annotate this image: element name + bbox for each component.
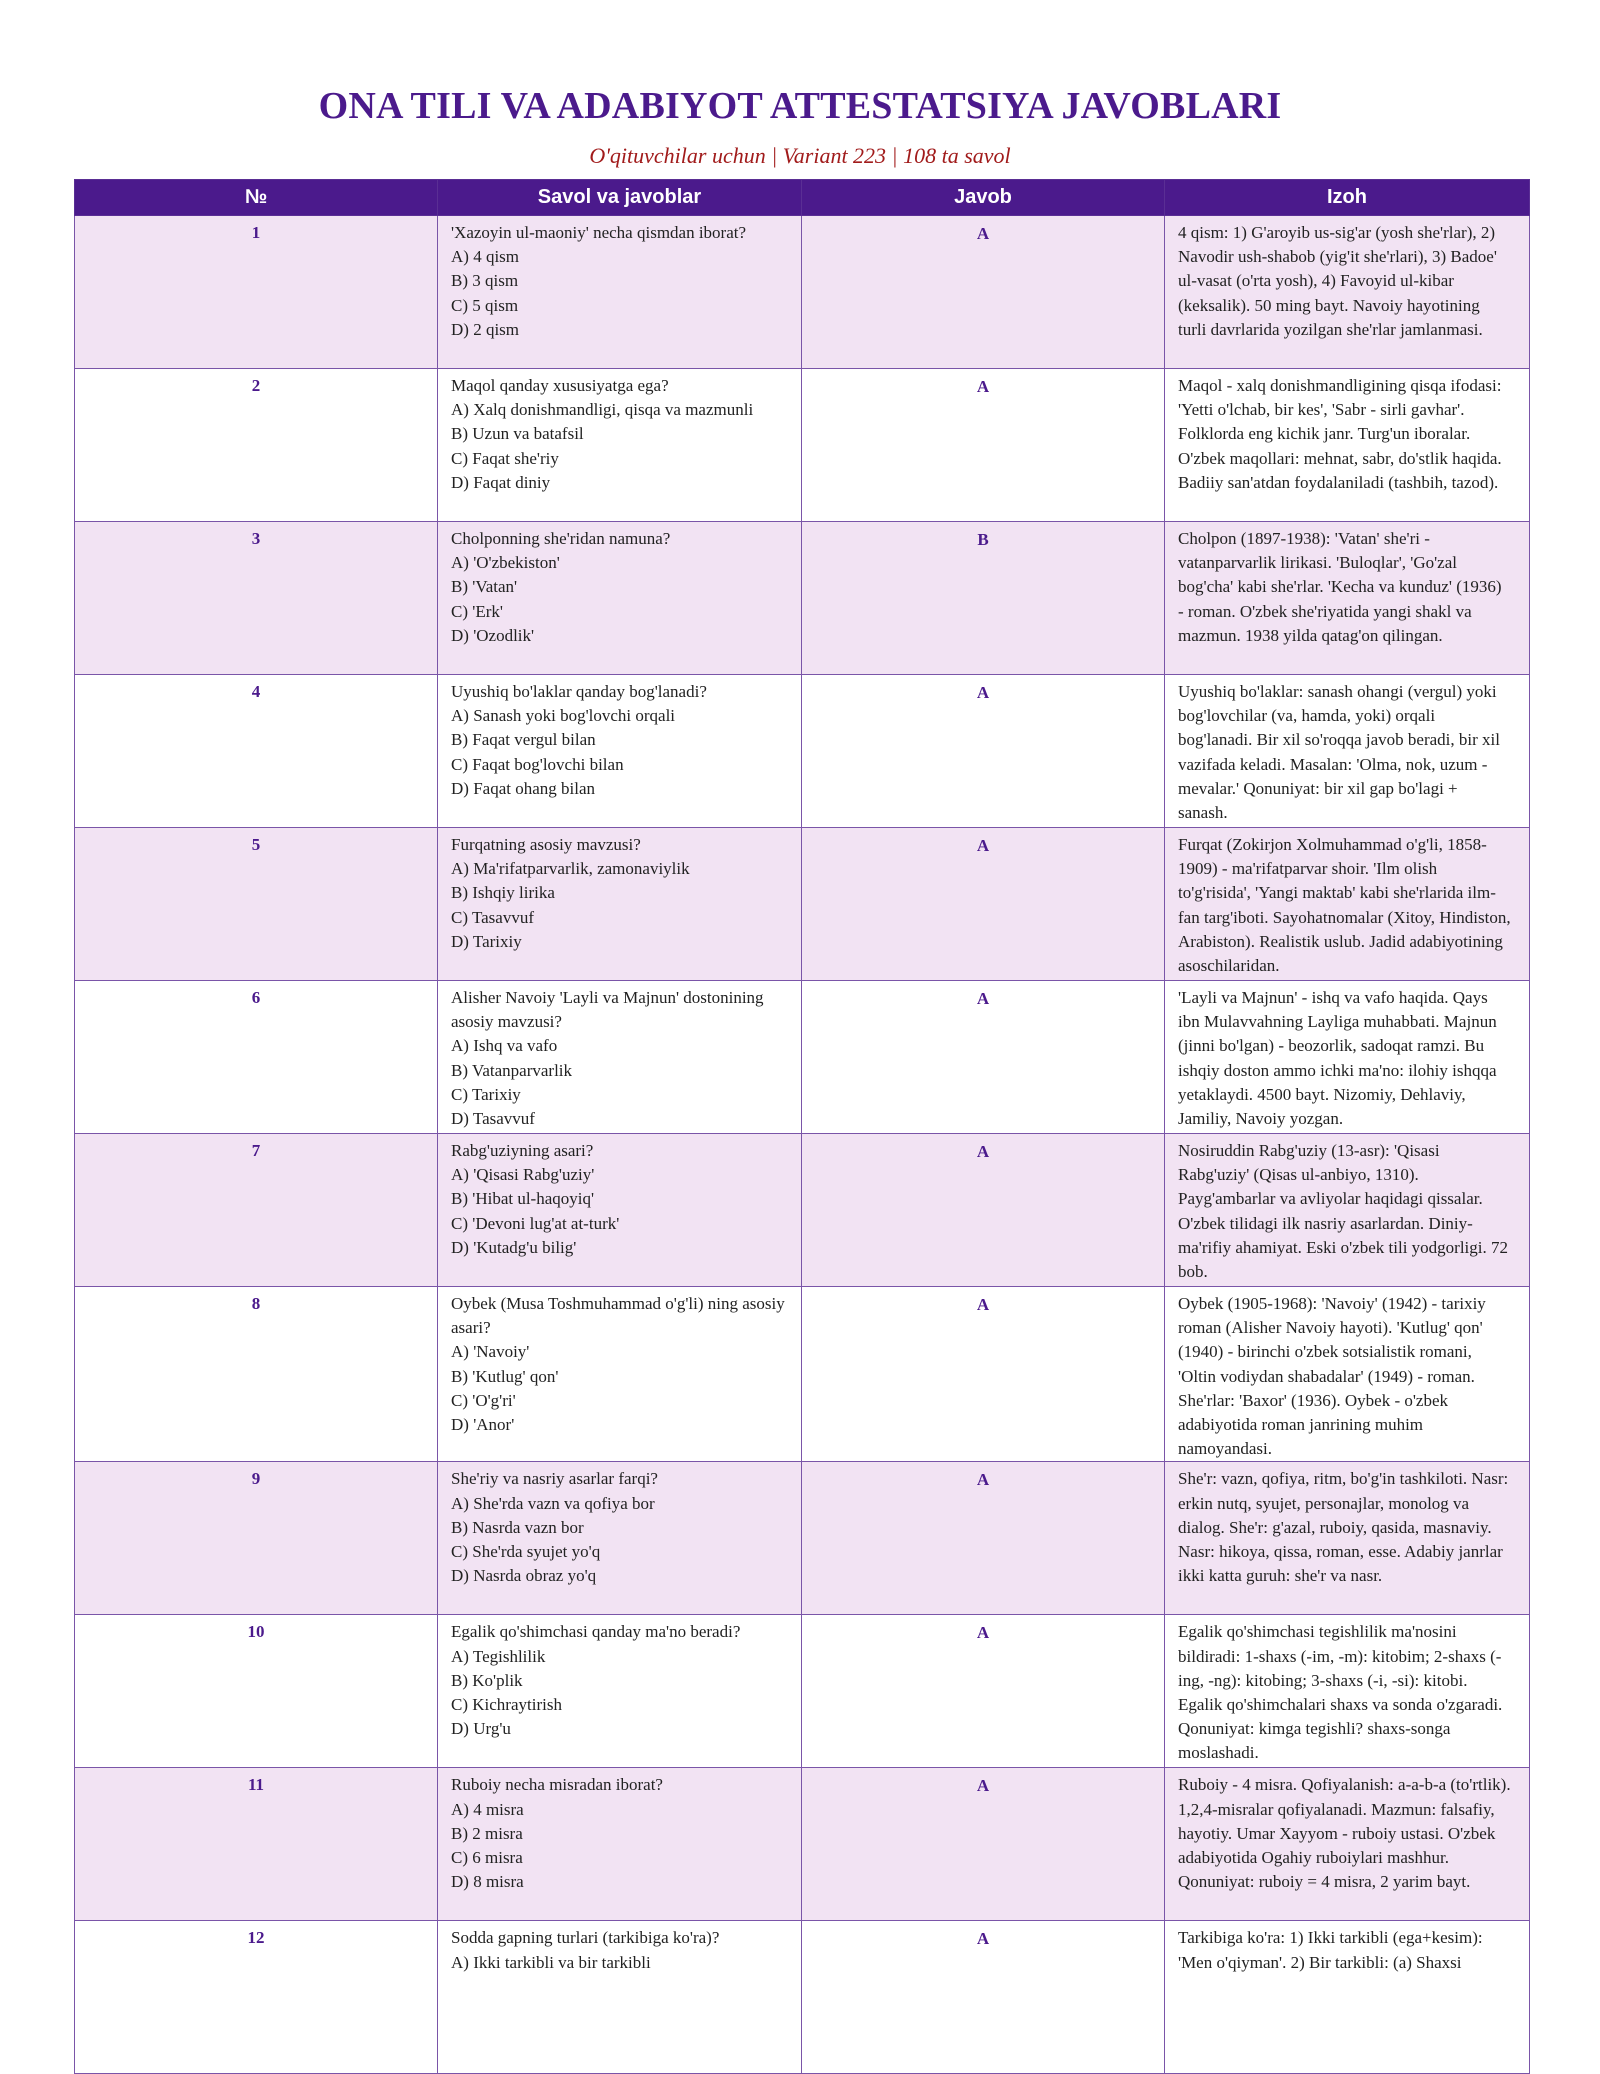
page-title: ONA TILI VA ADABIYOT ATTESTATSIYA JAVOBLARI [318, 85, 1282, 127]
explanation-cell: Cholpon (1897-1938): 'Vatan' she'ri - vatanparvarlik lirikasi. 'Buloqlar', 'Go'zal bog'cha' kabi she'rlar. 'Kecha va kunduz' (1936) - roman. O'zbek she'riyatida yangi shakl va mazmun. 1938 yilda qatag'on qilingan. [1165, 522, 1530, 675]
question-cell [438, 1462, 802, 1615]
question-number: 7 [75, 1134, 438, 1287]
question-cell [438, 1921, 802, 2074]
answer-option: D) Faqat diniy [451, 472, 551, 492]
answer-option: B) 3 qism [451, 271, 519, 291]
answer-option: C) Kichraytirish [451, 1695, 562, 1715]
question-text: Alisher Navoiy 'Layli va Majnun' dostonining asosiy mavzusi? [451, 988, 764, 1032]
answer-option: D) 'Ozodlik' [451, 625, 535, 645]
answer-option: A) She'rda vazn va qofiya bor [451, 1493, 655, 1513]
answer-option: B) 'Vatan' [451, 577, 518, 597]
answer-option: A) 4 misra [451, 1799, 524, 1819]
question-text: 'Xazoyin ul-maoniy' necha qismdan iborat? [451, 223, 747, 242]
column-header-number: № [75, 180, 438, 216]
question-text: Uyushiq bo'laklar qanday bog'lanadi? [451, 682, 707, 701]
correct-answer: A [802, 828, 1165, 981]
question-cell [438, 1134, 802, 1287]
table-row [75, 981, 1530, 1134]
answer-table [74, 179, 1530, 2074]
question-number: 3 [75, 522, 438, 675]
correct-answer: A [802, 216, 1165, 369]
explanation-cell: 'Layli va Majnun' - ishq va vafo haqida. Qays ibn Mulavvahning Layliga muhabbati. Majnun (jinni bo'lgan) - beozorlik, sadoqat ramzi. Bu ishqiy doston ammo ichki ma'no: ilohiy ishqqa yetaklaydi. 4500 bayt. Nizomiy, Dehlaviy, Jamiliy, Navoiy yozgan. [1165, 981, 1530, 1134]
correct-answer: A [802, 1462, 1165, 1615]
answer-option: C) Tarixiy [451, 1084, 521, 1104]
answer-option: A) 4 qism [451, 247, 519, 267]
explanation-cell: Tarkibiga ko'ra: 1) Ikki tarkibli (ega+kesim): 'Men o'qiyman'. 2) Bir tarkibli: (a) Shaxsi [1165, 1921, 1530, 2074]
question-number: 8 [75, 1287, 438, 1462]
table-header-row [75, 180, 1530, 216]
question-cell [438, 216, 802, 369]
explanation-cell: She'r: vazn, qofiya, ritm, bo'g'in tashkiloti. Nasr: erkin nutq, syujet, personajlar, monolog va dialog. She'r: g'azal, ruboiy, qasida, masnaviy. Nasr: hikoya, qissa, roman, esse. Adabiy janrlar ikki katta guruh: she'r va nasr. [1165, 1462, 1530, 1615]
correct-answer: A [802, 1615, 1165, 1768]
answer-option: A) Ma'rifatparvarlik, zamonaviylik [451, 859, 690, 879]
question-cell [438, 828, 802, 981]
answer-option: D) Nasrda obraz yo'q [451, 1566, 597, 1586]
table-row [75, 1615, 1530, 1768]
table-row [75, 369, 1530, 522]
question-number: 10 [75, 1615, 438, 1768]
question-number: 12 [75, 1921, 438, 2074]
table-row [75, 1287, 1530, 1462]
answer-option: A) Xalq donishmandligi, qisqa va mazmunli [451, 400, 754, 420]
answer-option: C) 'Devoni lug'at at-turk' [451, 1213, 620, 1233]
table-row [75, 1768, 1530, 1921]
answer-option: B) Uzun va batafsil [451, 424, 584, 444]
question-cell [438, 981, 802, 1134]
question-number: 9 [75, 1462, 438, 1615]
table-row [75, 828, 1530, 981]
answer-option: A) Sanash yoki bog'lovchi orqali [451, 706, 676, 726]
question-number: 11 [75, 1768, 438, 1921]
question-text: Egalik qo'shimchasi qanday ma'no beradi? [451, 1622, 741, 1642]
question-text: Ruboiy necha misradan iborat? [451, 1775, 663, 1795]
table-row [75, 216, 1530, 369]
table-body [75, 216, 1530, 2074]
question-number: 1 [75, 216, 438, 369]
question-cell [438, 675, 802, 828]
question-cell [438, 1768, 802, 1921]
answer-option: D) Tasavvuf [451, 1109, 535, 1129]
question-number: 2 [75, 369, 438, 522]
question-number: 5 [75, 828, 438, 981]
answer-option: D) Tarixiy [451, 931, 522, 951]
explanation-cell: 4 qism: 1) G'aroyib us-sig'ar (yosh she'rlar), 2) Navodir ush-shabob (yig'it she'rlari), 3) Badoe' ul-vasat (o'rta yosh), 4) Favoyid ul-kibar (keksalik). 50 ming bayt. Navoiy hayotining turli davrlarida yozilgan she'rlar jamlanmasi. [1165, 216, 1530, 369]
table-row [75, 1921, 1530, 2074]
question-cell [438, 522, 802, 675]
table-row [75, 675, 1530, 828]
question-text: Maqol qanday xususiyatga ega? [451, 376, 669, 395]
question-cell [438, 1287, 802, 1462]
answer-option: B) Faqat vergul bilan [451, 730, 596, 750]
answer-option: B) 'Kutlug' qon' [451, 1366, 559, 1386]
explanation-cell: Furqat (Zokirjon Xolmuhammad o'g'li, 1858-1909) - ma'rifatparvar shoir. 'Ilm olish to'g'risida', 'Yangi maktab' kabi she'rlarida ilm-fan targ'iboti. Sayohatnomalar (Xitoy, Hindiston, Arabiston). Realistik uslub. Jadid adabiyotining asoschilaridan. [1165, 828, 1530, 981]
question-cell [438, 1615, 802, 1768]
column-header-answer: Javob [802, 180, 1165, 216]
answer-option: D) Faqat ohang bilan [451, 778, 595, 798]
answer-option: B) Nasrda vazn bor [451, 1517, 584, 1537]
table-header [75, 180, 1530, 216]
question-number: 4 [75, 675, 438, 828]
answer-option: C) 'Erk' [451, 601, 503, 621]
answer-option: B) Vatanparvarlik [451, 1060, 573, 1080]
correct-answer: A [802, 1921, 1165, 2074]
answer-option: C) 6 misra [451, 1848, 523, 1868]
question-text: Furqatning asosiy mavzusi? [451, 835, 641, 854]
answer-option: C) 5 qism [451, 295, 519, 315]
correct-answer: A [802, 675, 1165, 828]
answer-option: C) 'O'g'ri' [451, 1390, 516, 1410]
explanation-cell: Uyushiq bo'laklar: sanash ohangi (vergul) yoki bog'lovchilar (va, hamda, yoki) orqali bog'lanadi. Bir xil so'roqqa javob beradi, bir xil vazifada keladi. Masalan: 'Olma, nok, uzum - mevalar.' Qonuniyat: bir xil gap bo'lagi + sanash. [1165, 675, 1530, 828]
table-row [75, 522, 1530, 675]
answer-option: D) 2 qism [451, 319, 519, 339]
answer-option: A) 'Qisasi Rabg'uziy' [451, 1165, 595, 1185]
explanation-cell: Egalik qo'shimchasi tegishlilik ma'nosini bildiradi: 1-shaxs (-im, -m): kitobim; 2-shaxs (-ing, -ng): kitobing; 3-shaxs (-i, -si): kitobi. Egalik qo'shimchalari shaxs va sonda o'zgaradi. Qonuniyat: kimga tegishli? shaxs-songa moslashadi. [1165, 1615, 1530, 1768]
answer-option: B) Ko'plik [451, 1670, 523, 1690]
answer-option: A) Ishq va vafo [451, 1036, 558, 1056]
correct-answer: A [802, 1287, 1165, 1462]
column-header-note: Izoh [1165, 180, 1530, 216]
answer-option: B) 2 misra [451, 1823, 523, 1843]
answer-option: D) Urg'u [451, 1719, 511, 1739]
answer-option: C) She'rda syujet yo'q [451, 1542, 601, 1562]
column-header-question: Savol va javoblar [438, 180, 802, 216]
correct-answer: A [802, 369, 1165, 522]
answer-option: C) Tasavvuf [451, 907, 535, 927]
answer-option: D) 'Kutadg'u bilig' [451, 1237, 577, 1257]
answer-option: B) Ishqiy lirika [451, 883, 555, 903]
question-number: 6 [75, 981, 438, 1134]
question-text: Sodda gapning turlari (tarkibiga ko'ra)? [451, 1928, 720, 1948]
answer-option: A) 'Navoiy' [451, 1342, 530, 1362]
correct-answer: A [802, 981, 1165, 1134]
answer-option: B) 'Hibat ul-haqoyiq' [451, 1189, 595, 1209]
answer-option: D) 'Anor' [451, 1415, 515, 1435]
correct-answer: B [802, 522, 1165, 675]
explanation-cell: Ruboiy - 4 misra. Qofiyalanish: a-a-b-a (to'rtlik). 1,2,4-misralar qofiyalanadi. Mazmun: falsafiy, hayotiy. Umar Xayyom - ruboiy ustasi. O'zbek adabiyotida Ogahiy ruboiylari mashhur. Qonuniyat: ruboiy = 4 misra, 2 yarim bayt. [1165, 1768, 1530, 1921]
answer-option: A) 'O'zbekiston' [451, 553, 560, 573]
question-text: Cholponning she'ridan namuna? [451, 529, 671, 548]
question-text: She'riy va nasriy asarlar farqi? [451, 1469, 658, 1489]
explanation-cell: Nosiruddin Rabg'uziy (13-asr): 'Qisasi Rabg'uziy' (Qisas ul-anbiyo, 1310). Payg'ambarlar va avliyolar haqidagi qissalar. O'zbek tilidagi ilk nasriy asarlardan. Diniy-ma'rifiy ahamiyat. Eski o'zbek tili yodgorligi. 72 bob. [1165, 1134, 1530, 1287]
answer-option: A) Ikki tarkibli va bir tarkibli [451, 1952, 651, 1972]
correct-answer: A [802, 1134, 1165, 1287]
question-text: Oybek (Musa Toshmuhammad o'g'li) ning asosiy asari? [451, 1294, 785, 1338]
question-cell [438, 369, 802, 522]
explanation-cell: Maqol - xalq donishmandligining qisqa ifodasi: 'Yetti o'lchab, bir kes', 'Sabr - sirli gavhar'. Folklorda eng kichik janr. Turg'un iboralar. O'zbek maqollari: mehnat, sabr, do'stlik haqida. Badiiy san'atdan foydalaniladi (tashbih, tazod). [1165, 369, 1530, 522]
answer-option: C) Faqat bog'lovchi bilan [451, 754, 624, 774]
table-row [75, 1134, 1530, 1287]
answer-option: A) Tegishlilik [451, 1646, 546, 1666]
question-text: Rabg'uziyning asari? [451, 1141, 594, 1160]
answer-option: C) Faqat she'riy [451, 448, 559, 468]
table-row [75, 1462, 1530, 1615]
explanation-cell: Oybek (1905-1968): 'Navoiy' (1942) - tarixiy roman (Alisher Navoiy hayoti). 'Kutlug' qon' (1940) - birinchi o'zbek sotsialistik romani, 'Oltin vodiydan shabadalar' (1949) - roman. She'rlar: 'Baxor' (1936). Oybek - o'zbek adabiyotida roman janrining muhim namoyandasi. [1165, 1287, 1530, 1462]
answer-option: D) 8 misra [451, 1872, 524, 1892]
correct-answer: A [802, 1768, 1165, 1921]
page-subtitle: O'qituvchilar uchun | Variant 223 | 108 ta savol [589, 143, 1011, 168]
